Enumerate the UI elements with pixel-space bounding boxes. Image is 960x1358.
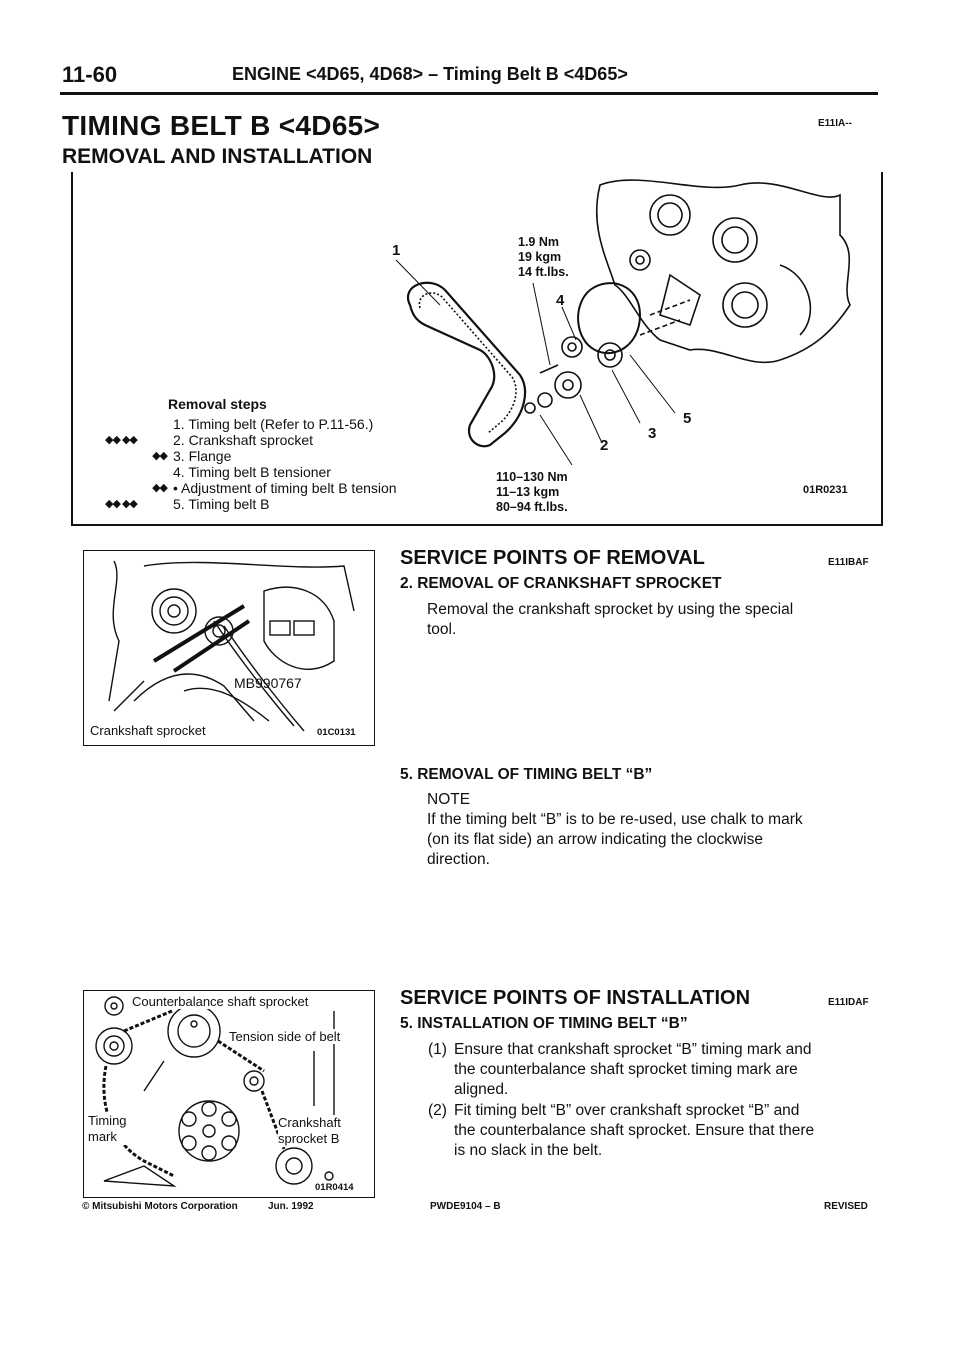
installation-item5-heading: 5. INSTALLATION OF TIMING BELT “B” (400, 1015, 688, 1032)
main-figure-code: 01R0231 (803, 484, 848, 496)
installation-code: E11IDAF (828, 997, 869, 1008)
callout-5: 5 (683, 410, 692, 427)
removal-item5-note: NOTE If the timing belt “B” is to be re-used, use chalk to mark (on its flat side) an arrow indicating the clockwise direction. (427, 791, 803, 868)
installation-step2-text: Fit timing belt “B” over crankshaft sprocket “B” and the counterbalance shaft sprocket. Ensure that there is no slack in the belt. (454, 1102, 815, 1159)
install-figure-code: 01R0414 (315, 1182, 354, 1193)
crankshaft-sprocket-removal-figure (83, 550, 375, 746)
callout-1: 1 (392, 242, 401, 259)
footer-status: REVISED (824, 1201, 868, 1212)
installation-heading: SERVICE POINTS OF INSTALLATION (400, 987, 751, 1009)
callout-4: 4 (556, 292, 565, 309)
removal-heading: SERVICE POINTS OF REMOVAL (400, 547, 705, 569)
label-timing-mark: Timing mark (88, 1113, 127, 1144)
label-counterbalance: Counterbalance shaft sprocket (132, 994, 309, 1009)
installation-step1-num: (1) (428, 1041, 447, 1058)
removal-item2-heading: 2. REMOVAL OF CRANKSHAFT SPROCKET (400, 575, 722, 592)
page-title: TIMING BELT B <4D65> (62, 110, 381, 141)
torque-lower: 110–130 Nm 11–13 kgm 80–94 ft.lbs. (496, 470, 568, 514)
removal-item5-heading: 5. REMOVAL OF TIMING BELT “B” (400, 766, 653, 783)
title-code: E11IA-- (818, 118, 852, 129)
section-title: ENGINE <4D65, 4D68> – Timing Belt B <4D65> (232, 64, 628, 84)
header-rule (60, 92, 878, 95)
footer-doc-code: PWDE9104 – B (430, 1201, 501, 1212)
callout-3: 3 (648, 425, 657, 442)
removal-step: ◆◆ ◆◆ 5. Timing belt B (105, 496, 270, 512)
removal-step: ◆◆ 3. Flange (152, 448, 232, 464)
belt-installation-illustration (84, 991, 374, 1197)
removal-step: ◆◆ • Adjustment of timing belt B tension (152, 480, 397, 496)
removal-step: ◆◆ ◆◆ 2. Crankshaft sprocket (105, 432, 314, 448)
page-subtitle: REMOVAL AND INSTALLATION (62, 145, 373, 168)
tool-label: MB990767 (234, 675, 302, 691)
removal-steps-list (105, 416, 485, 512)
part-label: Crankshaft sprocket (90, 723, 206, 738)
removal-item2-text: Removal the crankshaft sprocket by using the special tool. (427, 601, 794, 638)
footer-date: Jun. 1992 (268, 1201, 314, 1212)
label-crankshaft-sprocket-b: Crankshaft sprocket B (278, 1115, 341, 1146)
removal-code: E11IBAF (828, 557, 869, 568)
installation-step2-num: (2) (428, 1102, 447, 1119)
footer-copyright: © Mitsubishi Motors Corporation (82, 1201, 238, 1212)
sprocket-removal-illustration (84, 551, 374, 745)
removal-figure-code: 01C0131 (317, 727, 356, 738)
page-number: 11-60 (62, 62, 118, 87)
removal-step: 1. Timing belt (Refer to P.11-56.) (173, 416, 374, 432)
removal-steps-title: Removal steps (168, 396, 267, 412)
installation-step1-text: Ensure that crankshaft sprocket “B” timing mark and the counterbalance shaft sprocket timing mark are aligned. (454, 1041, 812, 1098)
callout-2: 2 (600, 437, 609, 454)
torque-upper: 1.9 Nm 19 kgm 14 ft.lbs. (518, 235, 569, 279)
label-tension-side: Tension side of belt (229, 1029, 341, 1044)
removal-step: 4. Timing belt B tensioner (173, 464, 331, 480)
timing-belt-b-installation-figure (83, 990, 375, 1198)
